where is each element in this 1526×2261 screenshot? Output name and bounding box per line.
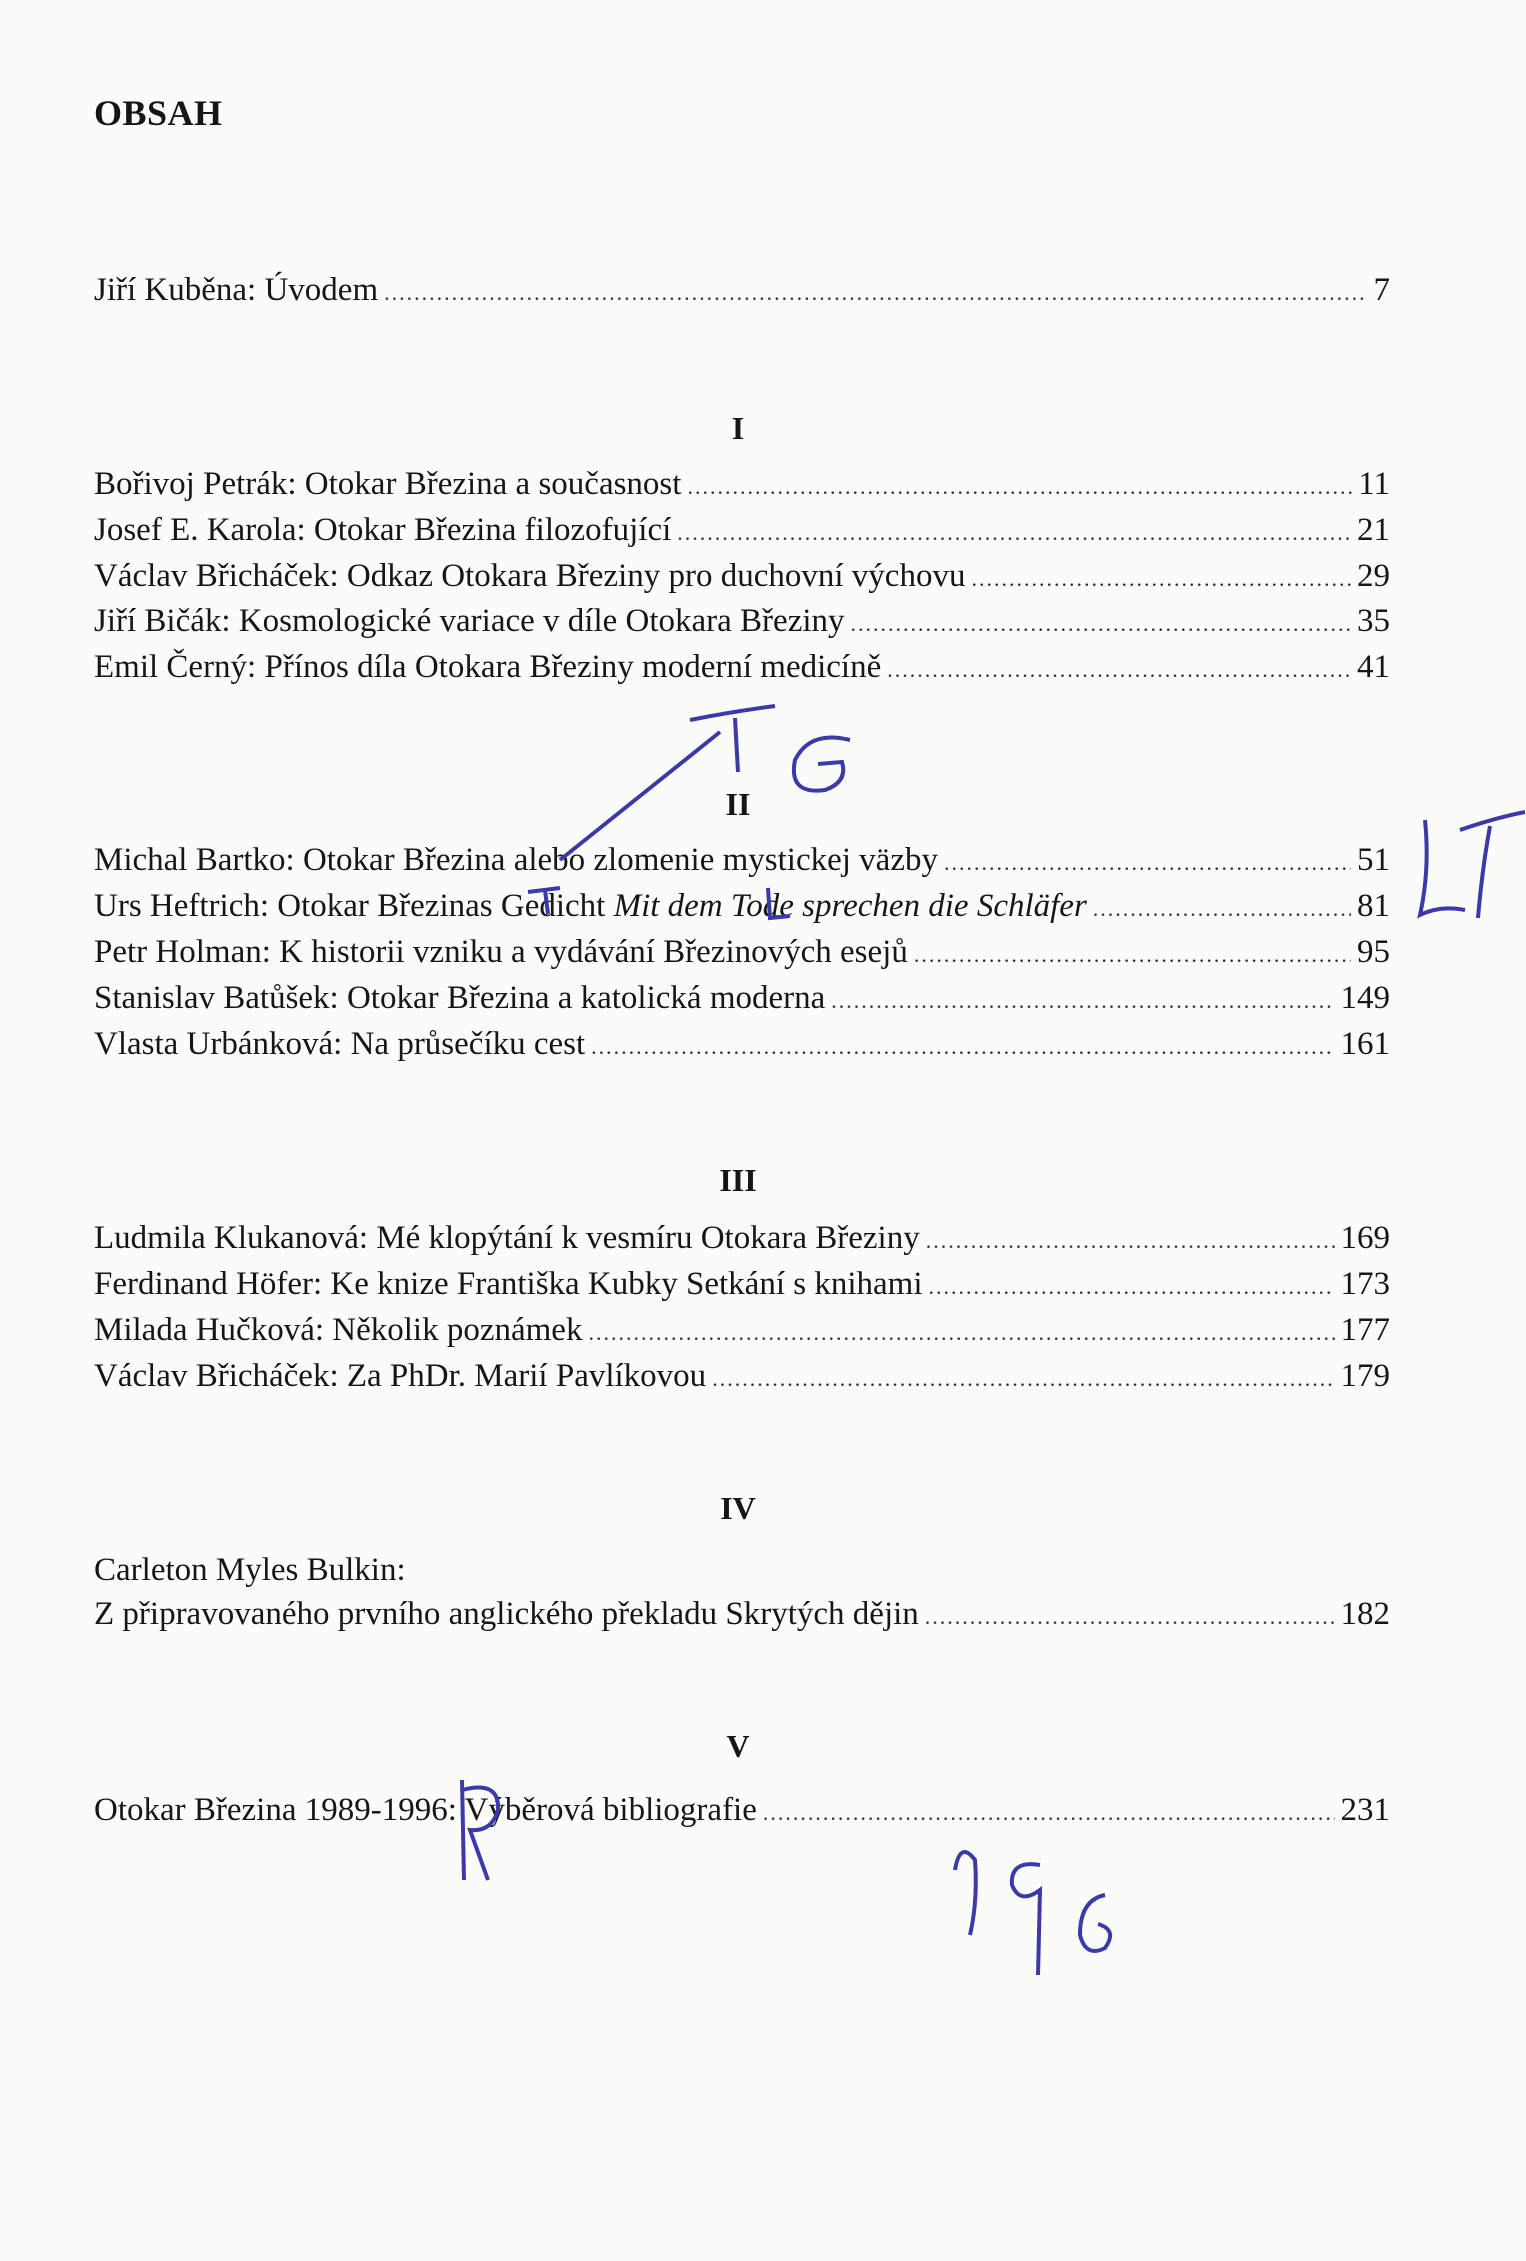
dot-leader [588, 1313, 1334, 1353]
entry-page: 182 [1340, 1596, 1390, 1632]
entry-page: 95 [1357, 934, 1390, 970]
entry-page: 21 [1357, 512, 1390, 548]
entry-page: 231 [1340, 1792, 1390, 1828]
toc-entry [94, 647, 1390, 690]
entry-page: 169 [1340, 1220, 1390, 1256]
entry-page: 81 [1357, 888, 1390, 924]
entry-page: 173 [1340, 1266, 1390, 1302]
entry-page: 179 [1340, 1358, 1390, 1394]
dot-leader [914, 935, 1351, 975]
toc-entry [94, 601, 1390, 644]
page-title: OBSAH [94, 93, 223, 133]
dot-leader [712, 1359, 1334, 1399]
dot-leader [925, 1597, 1335, 1637]
dot-leader [763, 1793, 1335, 1833]
section-numeral-3: III [719, 1162, 757, 1198]
entry-page: 161 [1340, 1026, 1390, 1062]
entry-title-plain: Urs Heftrich: Otokar Březinas Gedicht [94, 888, 614, 924]
entry-title: Michal Bartko: Otokar Březina alebo zlomenie mystickej väzby [94, 842, 938, 878]
entry-title: Václav Břicháček: Za PhDr. Marií Pavlíkovou [94, 1358, 707, 1394]
dot-leader [926, 1221, 1335, 1261]
entry-title: Otokar Březina 1989-1996: Výběrová bibliografie [94, 1792, 757, 1828]
entry-title: Vlasta Urbánková: Na průsečíku cest [94, 1026, 586, 1062]
toc-entry [94, 556, 1390, 599]
dot-leader [1093, 889, 1351, 929]
section-numeral-2: II [725, 786, 751, 822]
dot-leader [971, 559, 1351, 599]
toc-entry [94, 1310, 1390, 1353]
entry-title: Emil Černý: Přínos díla Otokara Březiny moderní medicíně [94, 649, 882, 685]
toc-entry [94, 1356, 1390, 1399]
section-numeral-5: V [726, 1728, 750, 1764]
entry-title: Ludmila Klukanová: Mé klopýtání k vesmíru Otokara Březiny [94, 1220, 920, 1256]
toc-entry-intro [94, 270, 1390, 313]
section-numeral-1: I [731, 410, 745, 446]
entry-title: Josef E. Karola: Otokar Březina filozofující [94, 512, 672, 548]
toc-entry [94, 1790, 1390, 1833]
entry-title: Milada Hučková: Několik poznámek [94, 1312, 583, 1348]
dot-leader [677, 513, 1351, 553]
entry-title: Václav Břicháček: Odkaz Otokara Březiny pro duchovní výchovu [94, 558, 966, 594]
toc-entry [94, 1264, 1390, 1307]
entry-title: Z připravovaného prvního anglického překladu Skrytých dějin [94, 1596, 919, 1632]
handwritten-mark-lt [1420, 812, 1525, 918]
dot-leader [944, 843, 1351, 883]
entry-title: Stanislav Batůšek: Otokar Březina a katolická moderna [94, 980, 826, 1016]
section-numeral-4: IV [720, 1490, 756, 1526]
toc-entry [94, 464, 1390, 507]
entry-title: Jiří Kuběna: Úvodem [94, 272, 379, 308]
toc-entry [94, 1594, 1390, 1637]
dot-leader [591, 1027, 1334, 1067]
entry-title: Petr Holman: K historii vzniku a vydávání Březinových esejů [94, 934, 908, 970]
handwritten-mark-tg [560, 706, 850, 860]
dot-leader [831, 981, 1334, 1021]
entry-title: Jiří Bičák: Kosmologické variace v díle Otokara Březiny [94, 603, 845, 639]
entry-page: 51 [1357, 842, 1390, 878]
entry-page: 35 [1357, 603, 1390, 639]
handwritten-mark-796 [955, 1852, 1110, 1975]
dot-leader [887, 650, 1351, 690]
entry-page: 149 [1340, 980, 1390, 1016]
entry-page: 11 [1358, 466, 1390, 502]
entry-page: 29 [1357, 558, 1390, 594]
entry-page: 177 [1340, 1312, 1390, 1348]
dot-leader [384, 273, 1367, 313]
entry-title [94, 886, 1087, 926]
entry-page: 7 [1373, 272, 1390, 308]
dot-leader [687, 467, 1352, 507]
entry-title: Bořivoj Petrák: Otokar Březina a současnost [94, 466, 682, 502]
dot-leader [851, 604, 1351, 644]
entry-page: 41 [1357, 649, 1390, 685]
toc-entry [94, 510, 1390, 553]
toc-entry [94, 840, 1390, 883]
toc-entry [94, 978, 1390, 1021]
entry-title: Ferdinand Höfer: Ke knize Františka Kubky Setkání s knihami [94, 1266, 923, 1302]
toc-entry [94, 1218, 1390, 1261]
entry-author-line: Carleton Myles Bulkin: [94, 1552, 406, 1588]
entry-title-italic: Mit dem Tode sprechen die Schläfer [613, 888, 1087, 924]
toc-entry [94, 1024, 1390, 1067]
toc-entry [94, 932, 1390, 975]
dot-leader [929, 1267, 1335, 1307]
toc-entry [94, 886, 1390, 929]
